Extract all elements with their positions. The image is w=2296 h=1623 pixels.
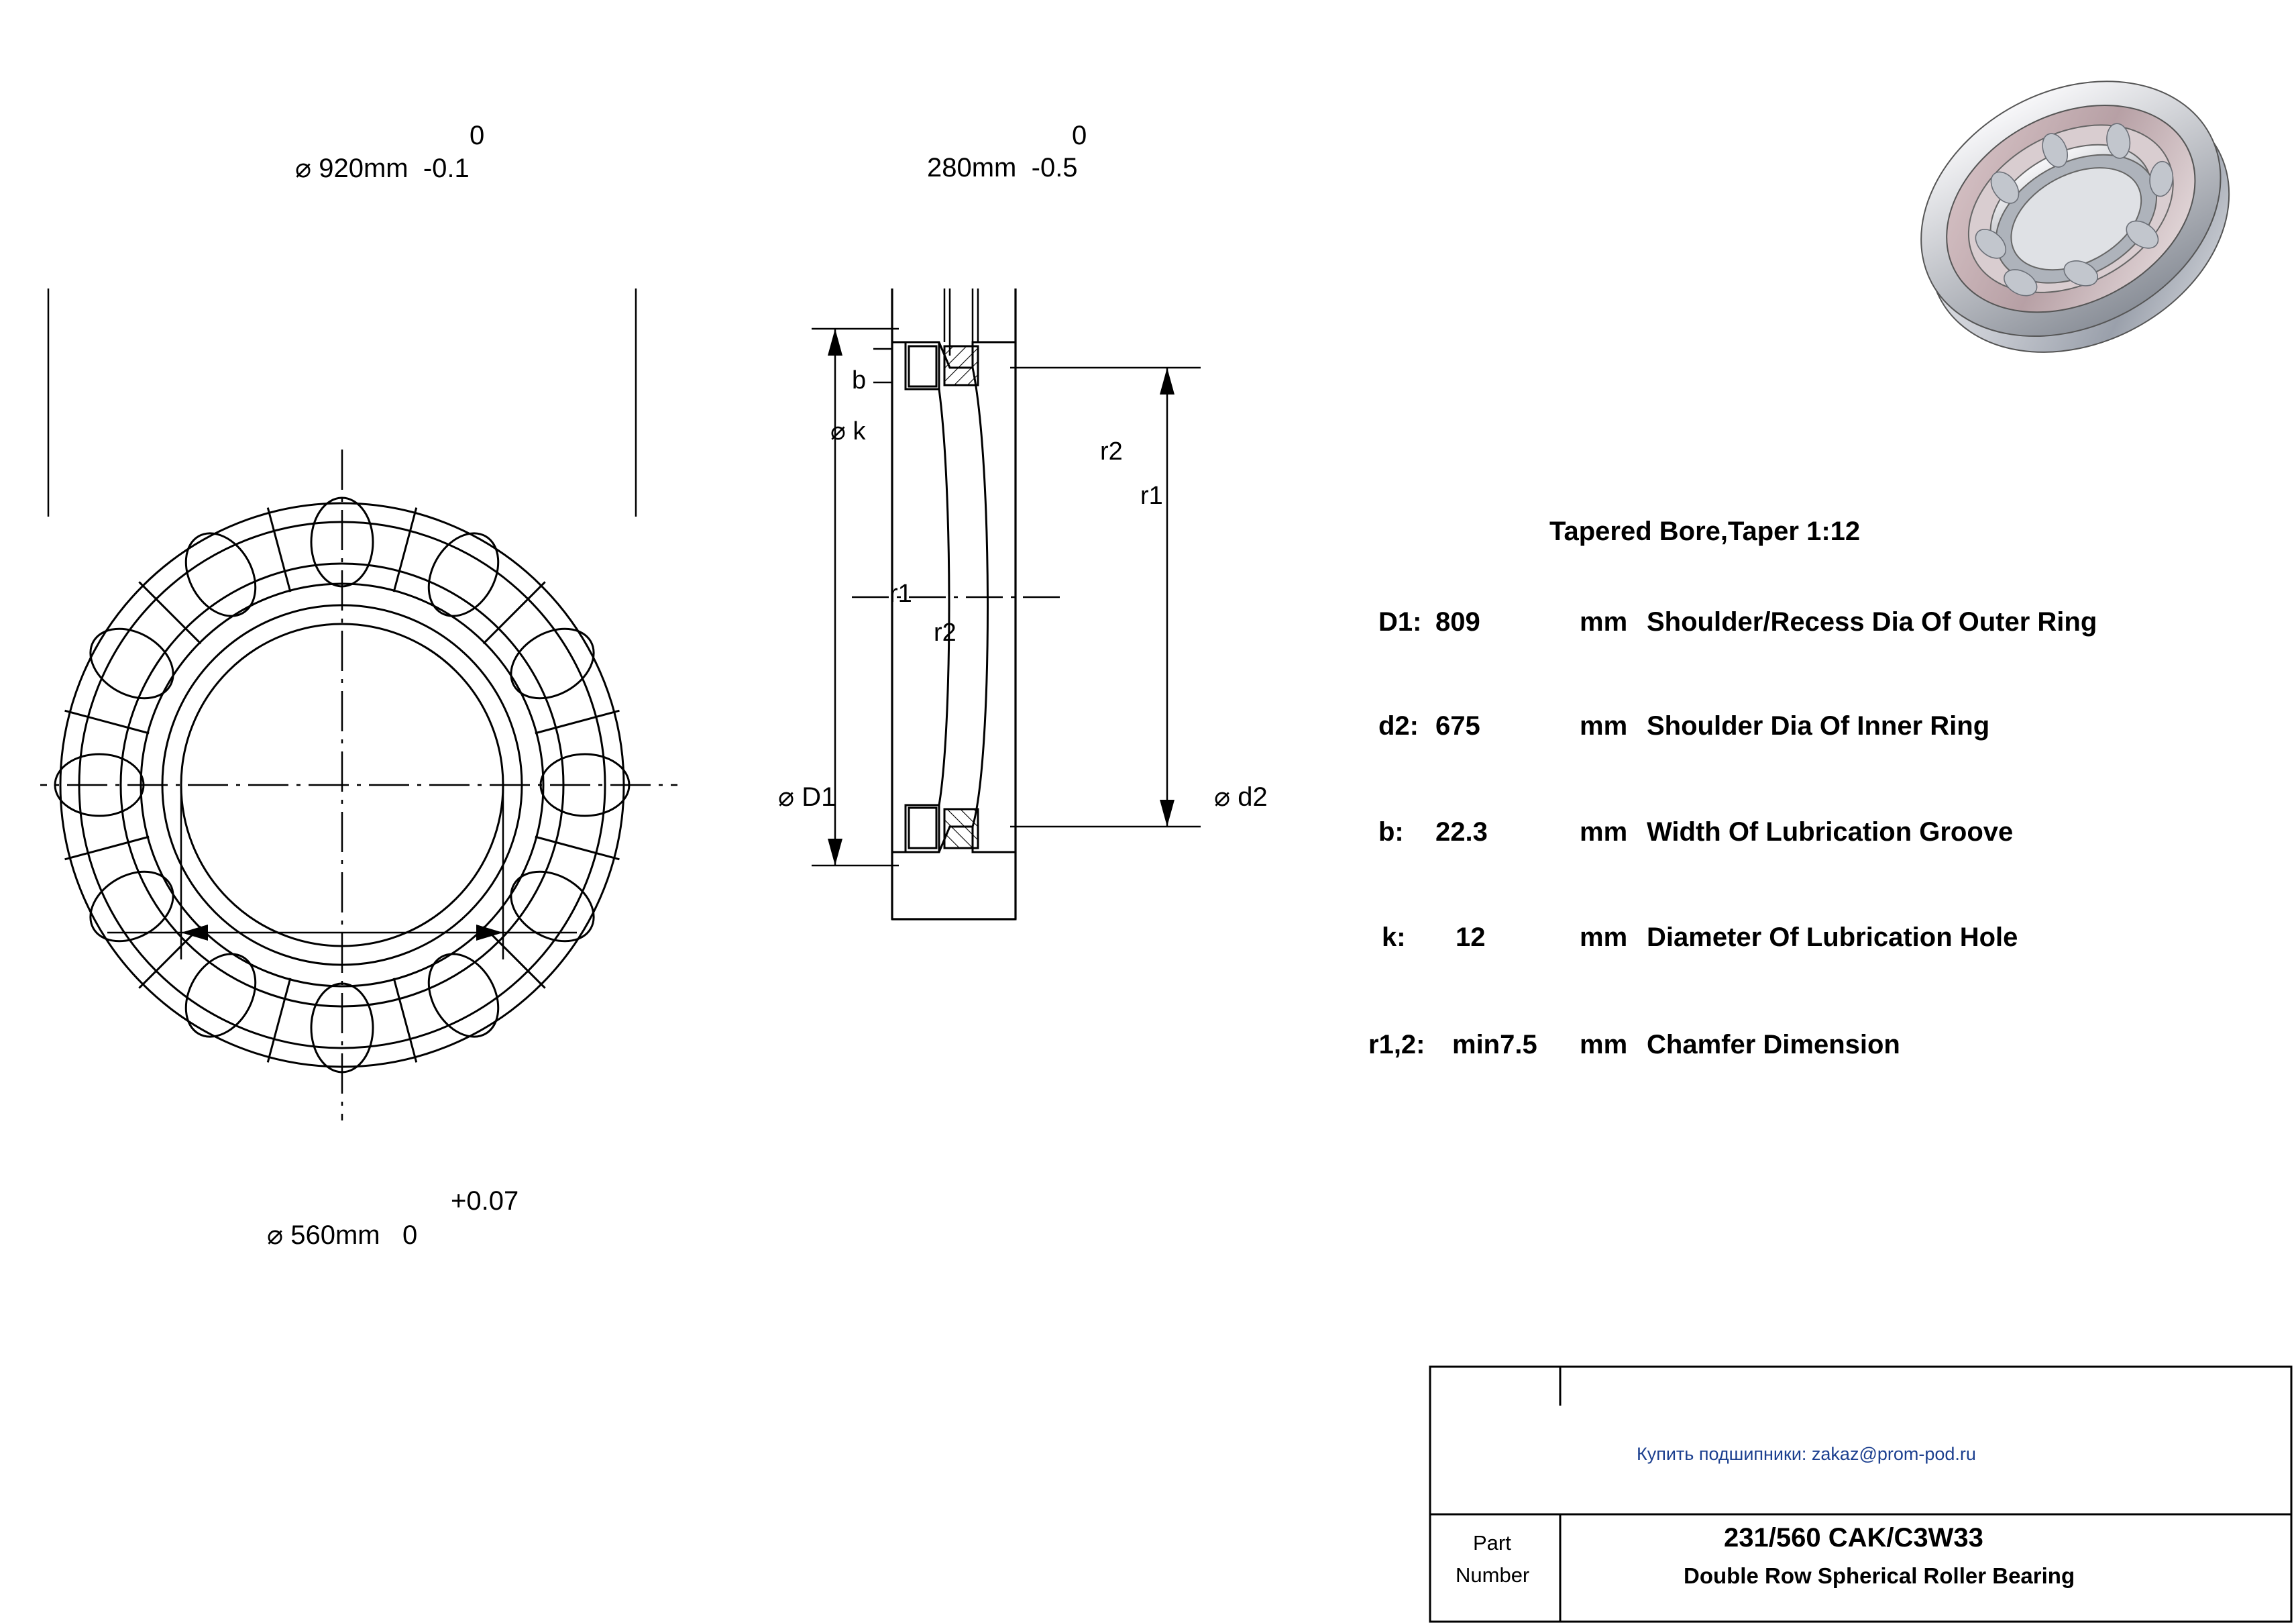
D1-dim-label: ⌀ D1 xyxy=(778,782,836,813)
spec-unit-1: mm xyxy=(1580,711,1628,741)
outer-dia-value: 920mm xyxy=(319,154,408,183)
spec-desc-3: Diameter Of Lubrication Hole xyxy=(1647,923,2018,952)
bearing-3d-render xyxy=(1892,27,2267,423)
diameter-symbol-icon-3: ⌀ xyxy=(830,416,846,446)
spec-heading: Tapered Bore,Taper 1:12 xyxy=(1549,517,1861,546)
width-value: 280mm xyxy=(927,153,1017,182)
part-description: Double Row Spherical Roller Bearing xyxy=(1684,1563,2075,1588)
width-tol-lower: -0.5 xyxy=(1031,153,1078,182)
spec-value-0: 809 xyxy=(1435,607,1480,637)
r2-label-left: r2 xyxy=(934,619,956,647)
spec-unit-4: mm xyxy=(1580,1030,1628,1059)
b-label: b xyxy=(852,366,867,395)
bore-dia-tol-upper: +0.07 xyxy=(451,1186,519,1216)
spec-value-3: 12 xyxy=(1456,923,1486,952)
r2-label-top: r2 xyxy=(1100,437,1123,466)
spec-key-4: r1,2: xyxy=(1368,1030,1425,1059)
spec-key-1: d2: xyxy=(1378,711,1419,741)
part-number-value: 231/560 CAK/C3W33 xyxy=(1724,1523,1983,1553)
spec-key-2: b: xyxy=(1378,817,1404,847)
r1-label-left: r1 xyxy=(889,580,912,608)
contact-email[interactable]: Купить подшипники: zakaz@prom-pod.ru xyxy=(1637,1444,1976,1464)
outer-dia-tol-upper: 0 xyxy=(470,121,485,150)
diameter-symbol-icon: ⌀ xyxy=(295,153,312,184)
spec-value-4: min7.5 xyxy=(1452,1030,1537,1059)
k-label: ⌀ k xyxy=(830,416,866,446)
spec-value-1: 675 xyxy=(1435,711,1480,741)
d2-dim-label: ⌀ d2 xyxy=(1214,782,1268,813)
r1-label-top: r1 xyxy=(1140,482,1163,510)
bore-dia-label xyxy=(267,1220,417,1251)
spec-key-3: k: xyxy=(1382,923,1406,952)
front-view-drawing xyxy=(40,289,711,1241)
bore-dia-tol-lower: 0 xyxy=(402,1220,418,1250)
part-number-label-line1: Part xyxy=(1473,1531,1511,1555)
outer-dia-tol-lower: -0.1 xyxy=(423,154,470,183)
spec-desc-2: Width Of Lubrication Groove xyxy=(1647,817,2014,847)
spec-value-2: 22.3 xyxy=(1435,817,1488,847)
diameter-symbol-icon-4: ⌀ xyxy=(778,782,795,813)
spec-desc-0: Shoulder/Recess Dia Of Outer Ring xyxy=(1647,607,2097,637)
width-dim-label xyxy=(927,153,1078,183)
diameter-symbol-icon-5: ⌀ xyxy=(1214,782,1231,813)
spec-unit-2: mm xyxy=(1580,817,1628,847)
bore-dia-value: 560mm xyxy=(290,1220,380,1250)
diameter-symbol-icon-2: ⌀ xyxy=(267,1220,284,1251)
width-tol-upper: 0 xyxy=(1072,121,1087,150)
spec-desc-1: Shoulder Dia Of Inner Ring xyxy=(1647,711,1990,741)
spec-key-0: D1: xyxy=(1378,607,1422,637)
spec-unit-3: mm xyxy=(1580,923,1628,952)
spec-desc-4: Chamfer Dimension xyxy=(1647,1030,1900,1059)
spec-block xyxy=(1509,517,2247,547)
outer-dia-label xyxy=(295,153,470,184)
spec-unit-0: mm xyxy=(1580,607,1628,637)
part-number-label-line2: Number xyxy=(1456,1563,1530,1587)
